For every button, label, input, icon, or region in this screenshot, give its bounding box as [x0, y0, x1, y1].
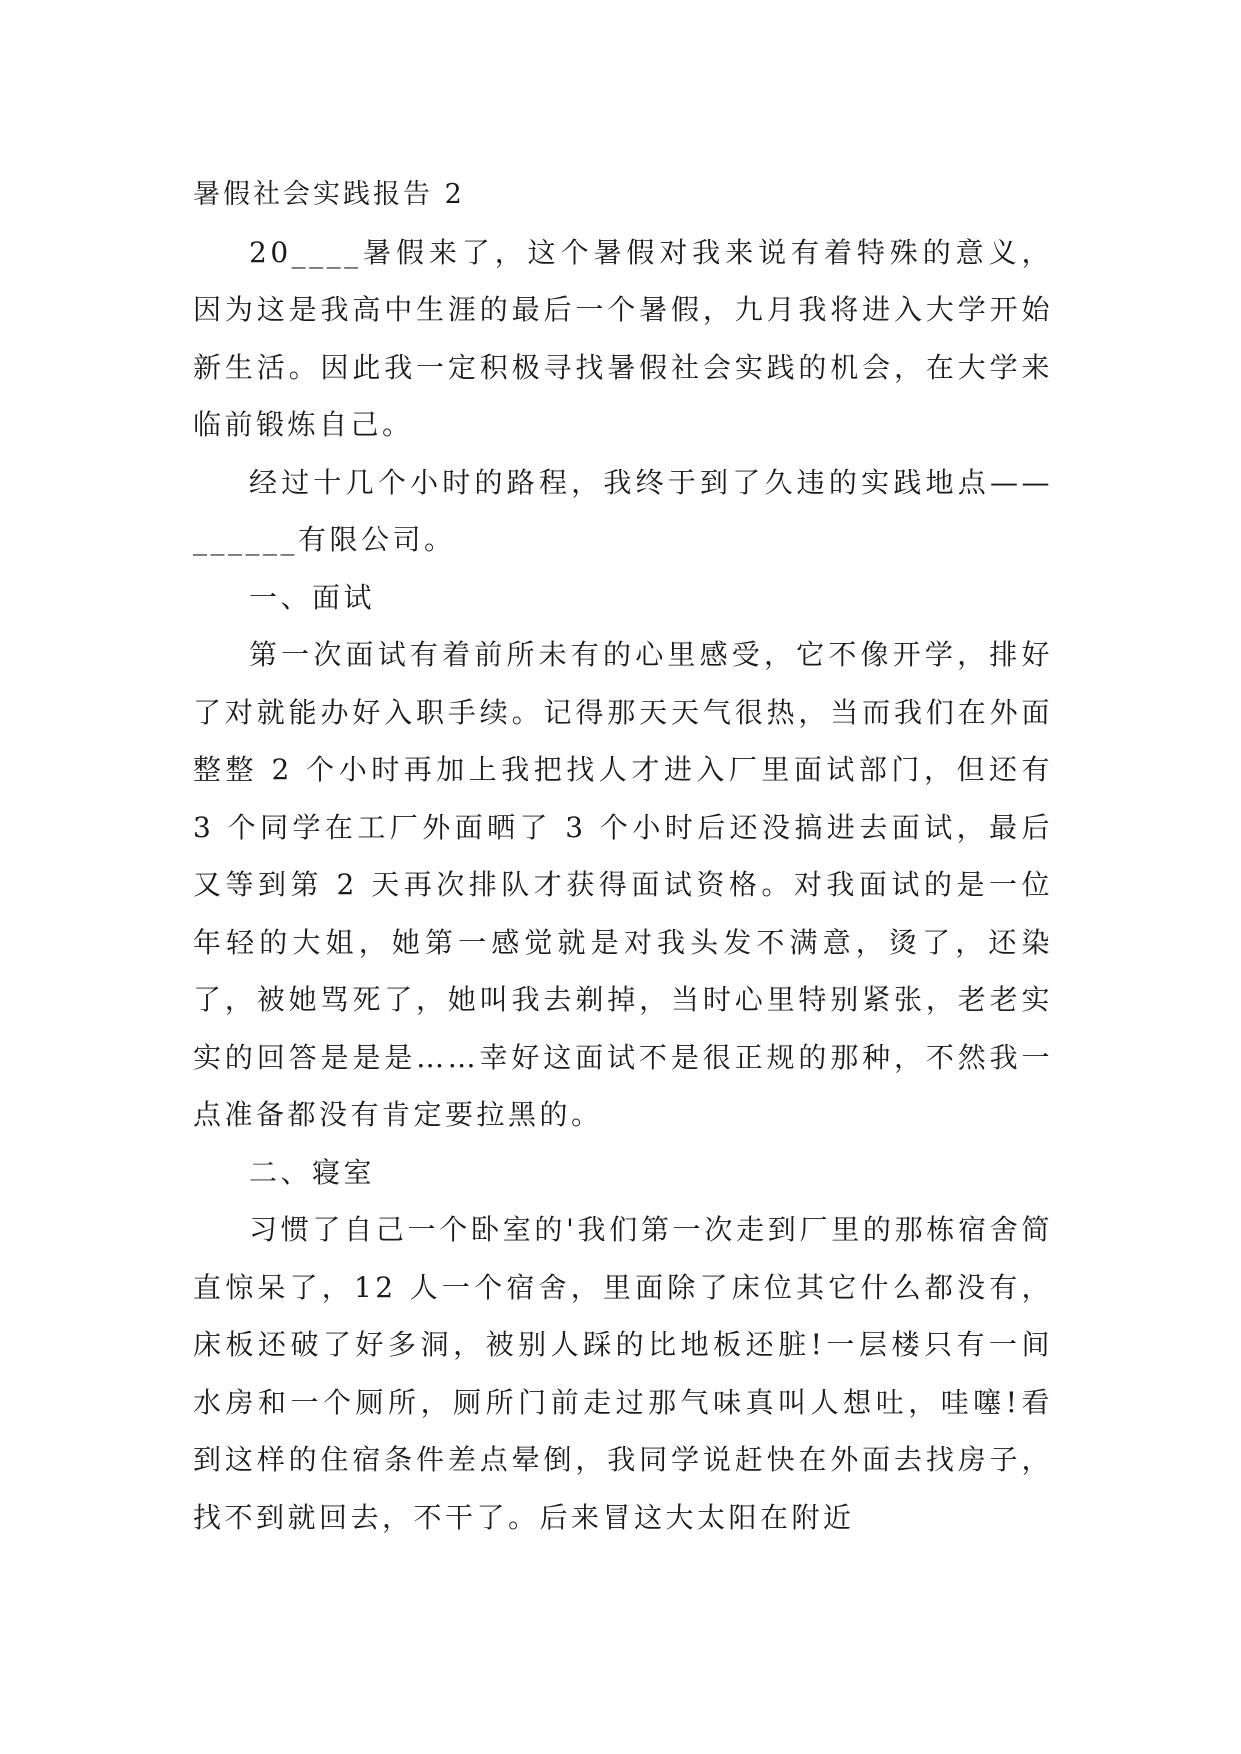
paragraph-dormitory: 习惯了自己一个卧室的'我们第一次走到厂里的那栋宿舍简直惊呆了，12 人一个宿舍，里面除了床位其它什么都没有，床板还破了好多洞，被别人踩的比地板还脏!一层楼只有一间水房和一个厕所，厕所门前走过那气味真叫人想吐，哇噻!看到这样的住宿条件差点晕倒，我同学说赶快在外面去找房子，找不到就回去，不干了。后来冒这大太阳在附近 — [193, 1213, 1053, 1534]
section-heading-dormitory: 二、寝室 — [249, 1155, 376, 1189]
section-heading-interview: 一、面试 — [249, 580, 376, 614]
document-title: 暑假社会实践报告 2 — [193, 179, 465, 210]
paragraph-interview: 第一次面试有着前所未有的心里感受，它不像开学，排好了对就能办好入职手续。记得那天天气很热，当而我们在外面整整 2 个小时再加上我把找人才进入厂里面试部门，但还有 3 个同学在工厂外面晒了 3 个小时后还没搞进去面试，最后又等到第 2 天再次排队才获得面试资格。对我面试的是一位年轻的大姐，她第一感觉就是对我头发不满意，烫了，还染了，被她骂死了，她叫我去剃掉，当时心里特别紧张，老老实实的回答是是是……幸好这面试不是很正规的那种，不然我一点准备都没有肯定要拉黑的。 — [193, 638, 1053, 1131]
paragraph-intro: 20____暑假来了，这个暑假对我来说有着特殊的意义，因为这是我高中生涯的最后一个暑假，九月我将进入大学开始新生活。因此我一定积极寻找暑假社会实践的机会，在大学来临前锻炼自己。 — [193, 235, 1053, 441]
document-body — [193, 166, 1053, 1546]
paragraph-arrival: 经过十几个小时的路程，我终于到了久违的实践地点——______有限公司。 — [193, 465, 1053, 556]
